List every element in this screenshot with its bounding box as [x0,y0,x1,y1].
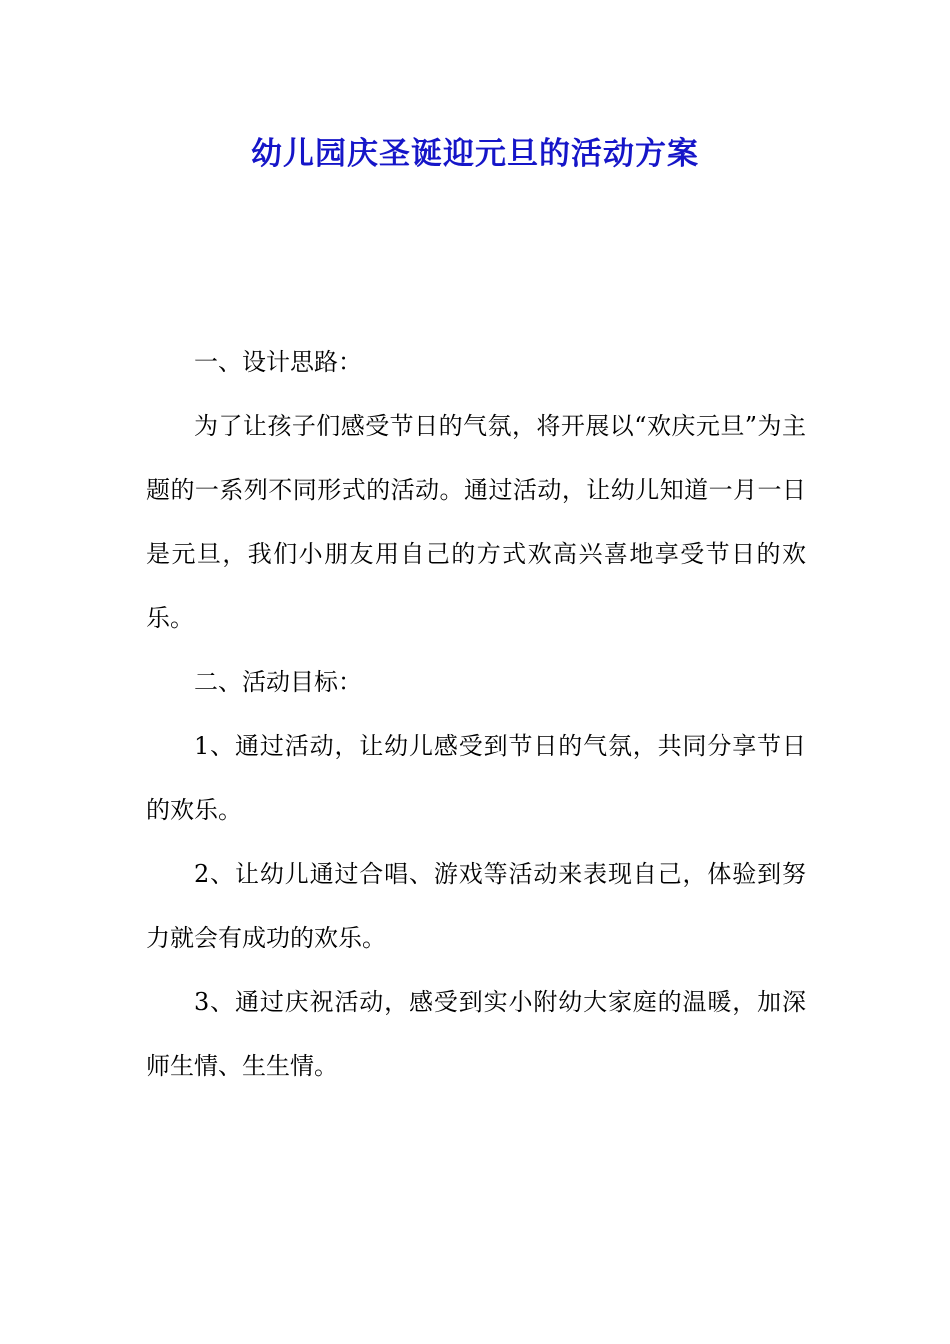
goal-item-1: 1、通过活动，让幼儿感受到节日的气氛，共同分享节日的欢乐。 [146,732,806,824]
section-heading-goals: 二、活动目标： [194,668,362,696]
goal-item-2: 2、让幼儿通过合唱、游戏等活动来表现自己，体验到努力就会有成功的欢乐。 [146,860,806,952]
paragraph-design-idea: 为了让孩子们感受节日的气氛，将开展以“欢庆元旦”为主题的一系列不同形式的活动。通过活动，让幼儿知道一月一日是元旦，我们小朋友用自己的方式欢高兴喜地享受节日的欢乐。 [146,412,806,632]
document-title: 幼儿园庆圣诞迎元旦的活动方案 [251,136,699,172]
goal-item-3: 3、通过庆祝活动，感受到实小附幼大家庭的温暖，加深师生情、生生情。 [146,988,806,1080]
section-heading-design-idea: 一、设计思路： [194,348,362,376]
document-body [146,330,806,1098]
